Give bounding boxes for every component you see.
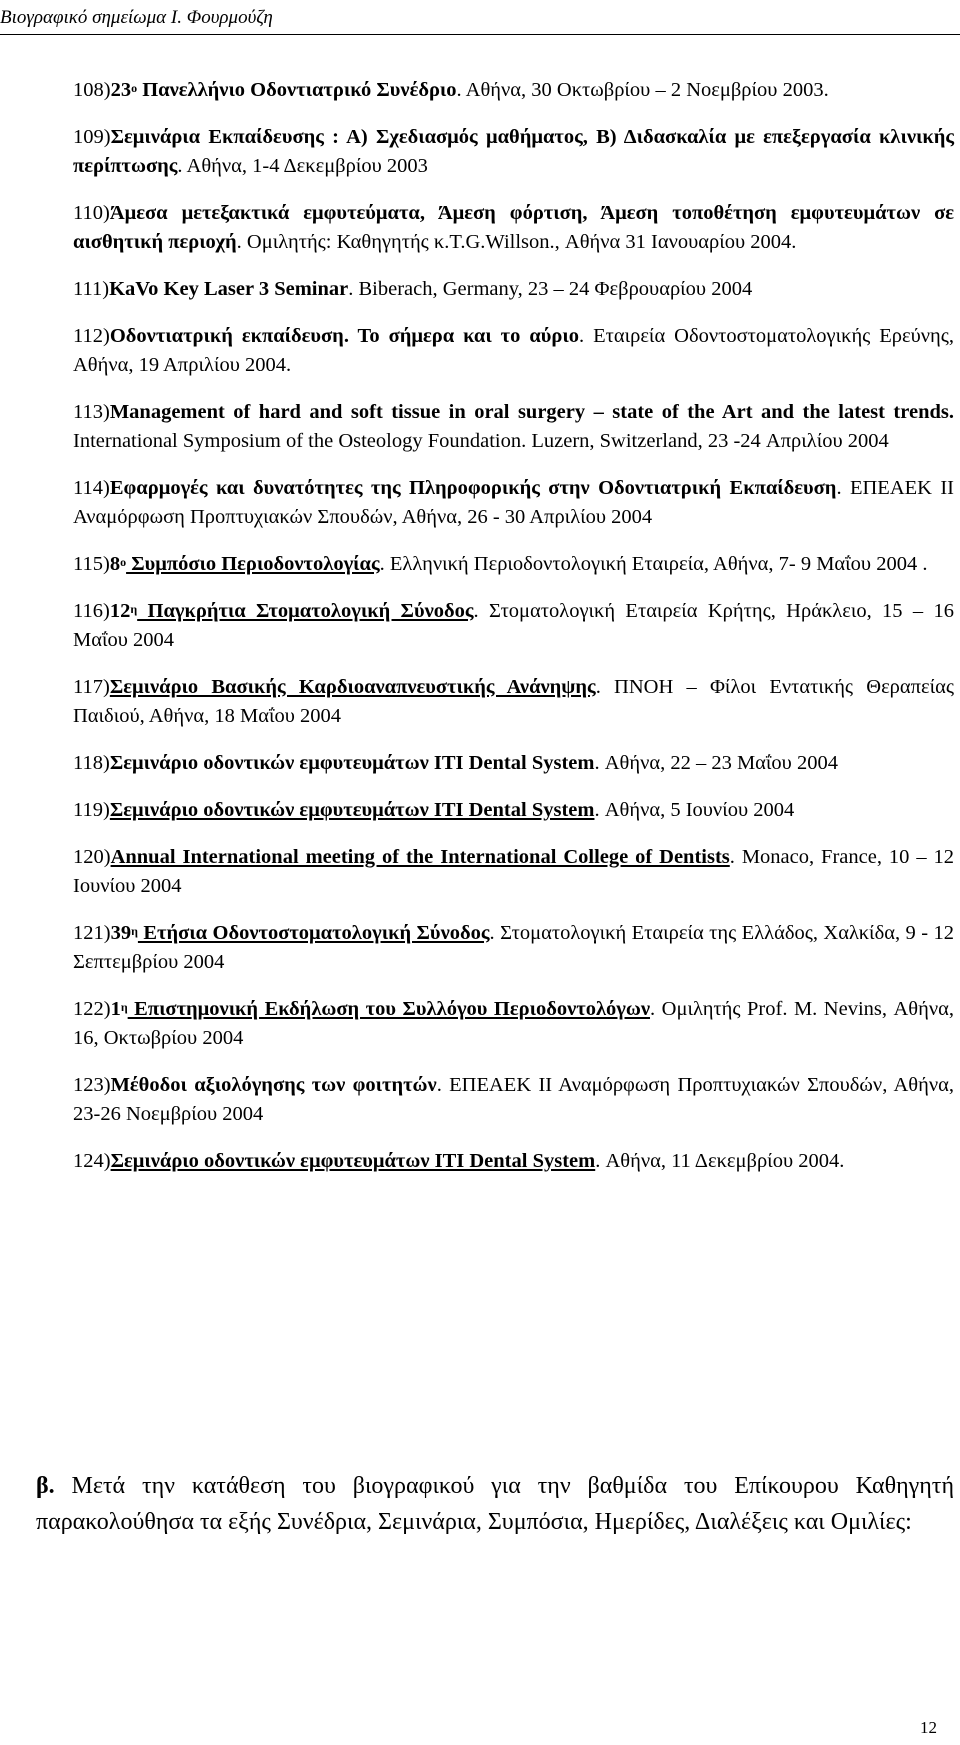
section-b-paragraph [36, 1468, 954, 1540]
entry-details: . Biberach, Germany, 23 – 24 Φεβρουαρίου 2004 [348, 278, 753, 300]
entry-number: 122) [73, 998, 111, 1020]
entry-details: . Αθήνα, 22 – 23 Μαΐου 2004 [594, 752, 838, 774]
entry-number: 108) [73, 79, 111, 101]
entry-details: . Αθήνα, 1-4 Δεκεμβρίου 2003 [177, 155, 428, 177]
entry-title: Επιστημονική Εκδήλωση του Συλλόγου Περιοδοντολόγων [127, 998, 651, 1020]
list-item [73, 919, 954, 977]
entry-title: Σεμινάριο οδοντικών εμφυτευμάτων ITI Dental System [109, 799, 595, 821]
entry-title: 39 [110, 922, 132, 944]
list-item [73, 76, 954, 105]
header-divider [0, 34, 960, 35]
entry-number: 117) [73, 676, 110, 698]
entry-details: . ΕΠΕΑΕΚ ΙΙ Αναμόρφωση Προπτυχιακών Σπουδών, Αθήνα, 23-26 Νοεμβρίου 2004 [73, 1074, 954, 1125]
list-item [73, 1071, 954, 1129]
list-item [73, 322, 954, 380]
list-item [73, 398, 954, 456]
entry-title: Σεμινάρια Εκπαίδευσης : Α) Σχεδιασμός μαθήματος, Β) Διδασκαλία με επεξεργασία κλινικής περίπτωσης [73, 126, 954, 177]
entry-title: Οδοντιατρική εκπαίδευση. Το σήμερα και το αύριο [109, 325, 579, 347]
entry-ordinal: η [130, 602, 138, 616]
entry-details: . Στοματολογική Εταιρεία της Ελλάδος, Χαλκίδα, 9 - 12 Σεπτεμβρίου 2004 [73, 922, 954, 973]
list-item [73, 796, 954, 825]
entry-ordinal: ο [120, 555, 127, 569]
page-header [0, 4, 960, 32]
entry-details: . Στοματολογική Εταιρεία Κρήτης, Ηράκλειο, 15 – 16 Μαΐου 2004 [73, 600, 954, 651]
entry-number: 115) [73, 553, 110, 575]
section-text: Μετά την κατάθεση του βιογραφικού για την βαθμίδα του Επίκουρου Καθηγητή παρακολούθησα τα εξής Συνέδρια, Σεμινάρια, Συμπόσια, Ημερίδες, Διαλέξεις και Ομιλίες: [36, 1473, 954, 1535]
entry-title: KaVo Key Laser 3 Seminar [109, 278, 349, 300]
entry-title: Σεμινάριο οδοντικών εμφυτευμάτων ITI Dental System [109, 752, 595, 774]
entry-title: 1 [110, 998, 121, 1020]
entry-number: 118) [73, 752, 110, 774]
list-item [73, 275, 954, 304]
entry-title: Συμπόσιο Περιοδοντολογίας [126, 553, 380, 575]
entry-title: Ετήσια Οδοντοστοματολογική Σύνοδος [137, 922, 490, 944]
entry-title: Μέθοδοι αξιολόγησης των φοιτητών [110, 1074, 437, 1096]
entry-number: 123) [73, 1074, 111, 1096]
list-item [73, 199, 954, 257]
entry-details: . Ομιλητής Prof. M. Nevins, Αθήνα, 16, Οκτωβρίου 2004 [73, 998, 954, 1049]
entry-number: 116) [73, 600, 110, 622]
list-item [73, 995, 954, 1053]
entry-title: Άμεσα μετεξακτικά εμφυτεύματα, Άμεση φόρτιση, Άμεση τοποθέτηση εμφυτευμάτων σε αισθητική περιοχή [73, 202, 954, 253]
entry-number: 119) [73, 799, 110, 821]
entry-title: 12 [109, 600, 131, 622]
list-item [73, 474, 954, 532]
entry-number: 109) [73, 126, 111, 148]
list-item [73, 1147, 954, 1176]
entry-number: 110) [73, 202, 110, 224]
entry-details: . ΕΠΕΑΕΚ ΙΙ Αναμόρφωση Προπτυχιακών Σπουδών, Αθήνα, 26 - 30 Απριλίου 2004 [73, 477, 954, 528]
entry-details: . Εταιρεία Οδοντοστοματολογικής Ερεύνης, Αθήνα, 19 Απριλίου 2004. [73, 325, 955, 376]
entry-details: . ΠΝΟΗ – Φίλοι Εντατικής Θεραπείας Παιδιού, Αθήνα, 18 Μαΐου 2004 [73, 676, 954, 727]
entry-number: 120) [73, 846, 111, 868]
entry-ordinal: ο [131, 81, 138, 95]
entry-details: . Αθήνα, 30 Οκτωβρίου – 2 Νοεμβρίου 2003. [456, 79, 829, 101]
entry-details: . Monaco, France, 10 – 12 Ιουνίου 2004 [73, 846, 954, 897]
entry-number: 111) [73, 278, 110, 300]
entry-number: 124) [73, 1150, 111, 1172]
entry-title: Πανελλήνιο Οδοντιατρικό Συνέδριο [137, 79, 457, 101]
entry-title: Παγκρήτια Στοματολογική Σύνοδος [137, 600, 474, 622]
list-item [73, 749, 954, 778]
section-marker: β. [36, 1473, 55, 1499]
entry-details: . Αθήνα, 5 Ιουνίου 2004 [594, 799, 795, 821]
entry-ordinal: η [120, 1000, 128, 1014]
entry-title: 8 [109, 553, 121, 575]
page-number: 12 [920, 1718, 937, 1737]
list-item [73, 597, 954, 655]
header-title: Βιογραφικό σημείωμα Ι. Φουρμούζη [0, 7, 273, 28]
list-item [73, 673, 954, 731]
entry-number: 114) [73, 477, 110, 499]
entry-title: Εφαρμογές και δυνατότητες της Πληροφορικής στην Οδοντιατρική Εκπαίδευση [109, 477, 837, 499]
entry-number: 112) [73, 325, 110, 347]
entry-details: . Ομιλητής: Καθηγητής κ.T.G.Willson., Αθήνα 31 Ιανουαρίου 2004. [236, 231, 797, 253]
list-item [73, 550, 954, 579]
entry-ordinal: η [131, 924, 138, 938]
entry-details: . Αθήνα, 11 Δεκεμβρίου 2004. [595, 1150, 845, 1172]
list-item [73, 843, 954, 901]
entry-details: . Ελληνική Περιοδοντολογική Εταιρεία, Αθήνα, 7- 9 Μαΐου 2004 . [379, 553, 928, 575]
entries-list [73, 76, 954, 1194]
entry-number: 113) [73, 401, 110, 423]
list-item [73, 123, 954, 181]
entry-number: 121) [73, 922, 111, 944]
entry-title: Σεμινάριο οδοντικών εμφυτευμάτων ITI Dental System [110, 1150, 596, 1172]
entry-title: Annual International meeting of the International College of Dentists [110, 846, 730, 868]
entry-title: Σεμινάριο Βασικής Καρδιοαναπνευστικής Ανάνηψης [109, 676, 596, 698]
entry-title: Management of hard and soft tissue in oral surgery – state of the Art and the latest trends. [109, 401, 954, 423]
entry-title: 23 [110, 79, 132, 101]
entry-details: International Symposium of the Osteology Foundation. Luzern, Switzerland, 23 -24 Απριλίου 2004 [73, 430, 889, 452]
